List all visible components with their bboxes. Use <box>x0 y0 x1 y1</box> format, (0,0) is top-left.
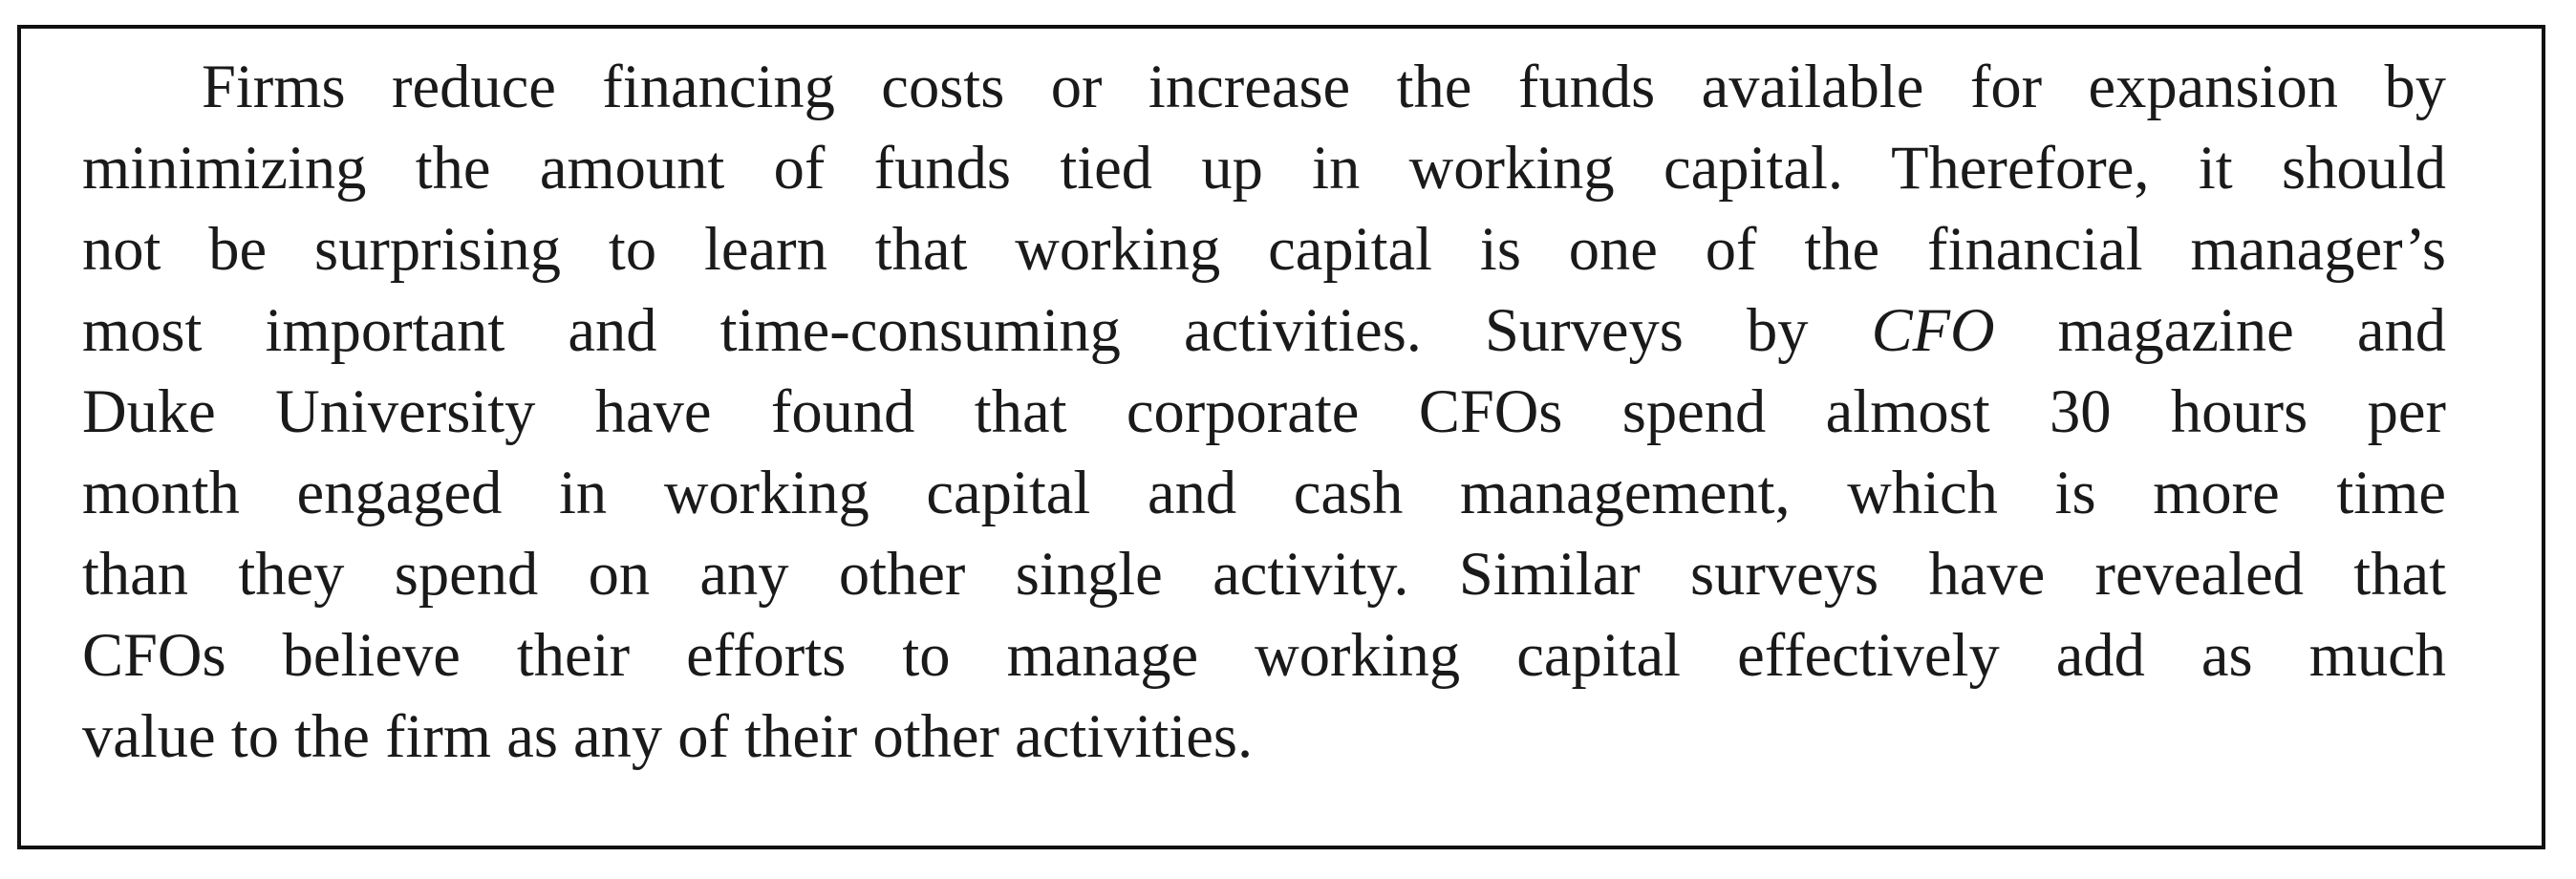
paragraph-line-9: value to the firm as any of their other activities. <box>82 702 1254 770</box>
text-box-frame <box>17 25 2545 849</box>
paragraph-line-4-start: most important and time-consuming activities. Surveys by <box>82 296 1872 364</box>
paragraph-line-6: month engaged in working capital and cash management, which is more time <box>82 459 2446 526</box>
paragraph-line-7: than they spend on any other single activity. Similar surveys have revealed that <box>82 540 2446 608</box>
paragraph-line-3: not be surprising to learn that working capital is one of the financial manager’s <box>82 215 2446 283</box>
paragraph-line-2: minimizing the amount of funds tied up in working capital. Therefore, it should <box>82 134 2446 202</box>
paragraph-line-4 <box>82 289 2446 371</box>
cfo-magazine-title: CFO <box>1871 296 1995 364</box>
paragraph-line-4-end: magazine and <box>1994 296 2446 364</box>
paragraph-line-8: CFOs believe their efforts to manage working capital effectively add as much <box>82 621 2446 689</box>
paragraph <box>82 46 2446 777</box>
paragraph-line-5: Duke University have found that corporate CFOs spend almost 30 hours per <box>82 377 2446 445</box>
paragraph-line-1: Firms reduce financing costs or increase the funds available for expansion by <box>202 53 2446 120</box>
